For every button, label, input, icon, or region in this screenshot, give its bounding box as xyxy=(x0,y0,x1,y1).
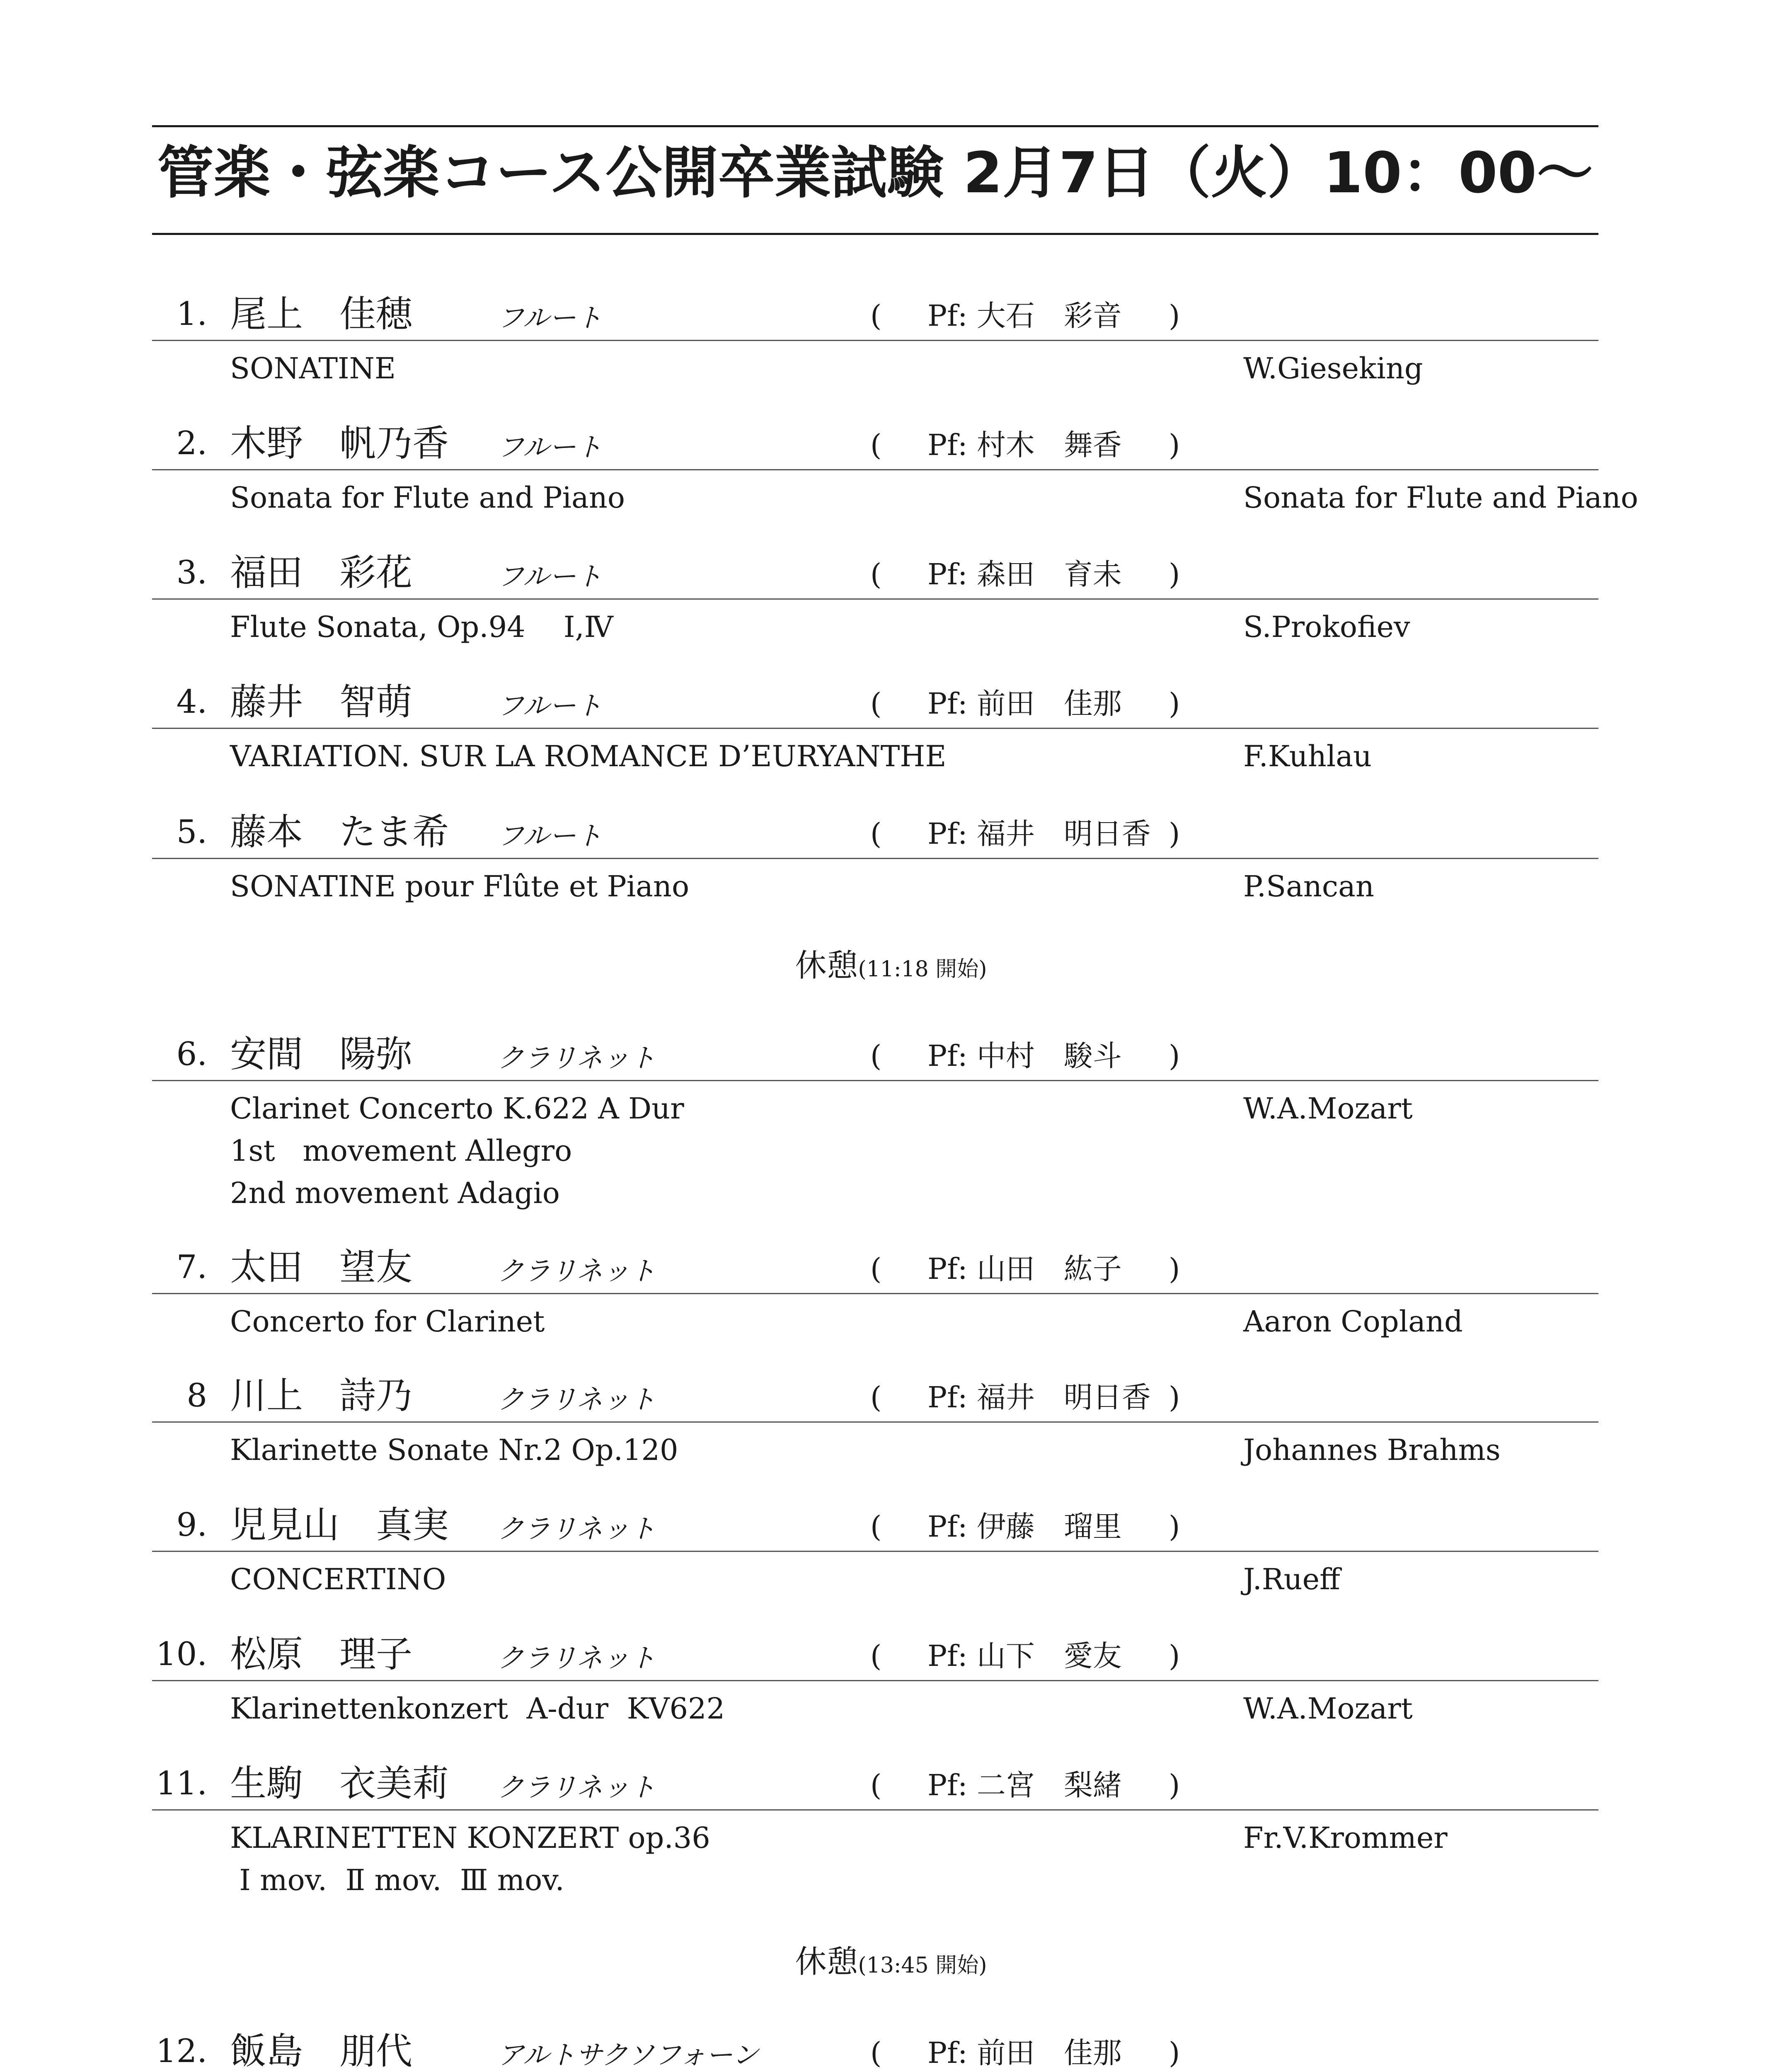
performer-name: 藤井 智萌 xyxy=(230,680,413,723)
performer-name: 川上 詩乃 xyxy=(230,1374,413,1417)
piece-list xyxy=(230,606,613,648)
entry-number: 7. xyxy=(176,1249,207,1286)
accompanist-label-name xyxy=(927,1251,1122,1287)
pianist-name: 山下 愛友 xyxy=(976,1639,1122,1673)
pf-label: Pf: xyxy=(927,428,968,462)
page-title: 管楽・弦楽コース公開卒業試験 2月7日（火）10：00～ xyxy=(157,140,1593,206)
piece-title: CONCERTINO xyxy=(230,1562,446,1596)
performer-name: 木野 帆乃香 xyxy=(230,422,449,465)
entry-rule xyxy=(152,728,1598,729)
pianist-name: 前田 佳那 xyxy=(976,2036,1122,2070)
piece-list xyxy=(230,1300,545,1343)
accompanist xyxy=(870,556,1180,593)
piece-title: SONATINE xyxy=(230,351,396,385)
piece-title: Klarinette Sonate Nr.2 Op.120 xyxy=(230,1433,678,1467)
accompanist-label-name xyxy=(927,1379,1151,1416)
paren-close: ) xyxy=(1169,817,1180,851)
accompanist-label-name xyxy=(927,298,1122,334)
paren-open: ( xyxy=(870,557,882,591)
piece-title: Sonata for Flute and Piano xyxy=(230,481,625,515)
paren-open: ( xyxy=(870,687,882,721)
accompanist xyxy=(870,685,1180,722)
composer-name: P.Sancan xyxy=(1243,869,1374,903)
pf-label: Pf: xyxy=(927,2036,968,2070)
pianist-name: 村木 舞香 xyxy=(976,428,1122,462)
instrument-name: クラリネット xyxy=(497,1385,656,1415)
piece-title: VARIATION. SUR LA ROMANCE D’EURYANTHE xyxy=(230,739,947,773)
entry-rule xyxy=(152,598,1598,600)
piece-list xyxy=(230,1087,684,1214)
performer-name: 児見山 真実 xyxy=(230,1503,449,1546)
paren-close: ) xyxy=(1169,557,1180,591)
performer-name: 福田 彩花 xyxy=(230,551,413,594)
paren-close: ) xyxy=(1169,2036,1180,2070)
pianist-name: 大石 彩音 xyxy=(976,299,1122,333)
piece-title: Ⅰ mov. Ⅱ mov. Ⅲ mov. xyxy=(230,1863,564,1897)
instrument-name: フルート xyxy=(497,691,603,721)
piece-title: SONATINE pour Flûte et Piano xyxy=(230,869,690,903)
instrument-name: フルート xyxy=(497,303,603,334)
entry-number: 3. xyxy=(176,554,207,591)
piece-list xyxy=(230,865,689,908)
pf-label: Pf: xyxy=(927,1380,968,1414)
performer-name: 太田 望友 xyxy=(230,1246,413,1288)
instrument-name: クラリネット xyxy=(497,1256,656,1287)
paren-open: ( xyxy=(870,1039,882,1073)
entry-rule xyxy=(152,340,1598,341)
pianist-name: 前田 佳那 xyxy=(976,687,1122,721)
piece-title: Clarinet Concerto K.622 A Dur xyxy=(230,1092,684,1126)
accompanist-label-name xyxy=(927,2035,1122,2071)
paren-open: ( xyxy=(870,2036,882,2070)
piece-list xyxy=(230,347,396,390)
entry-number: 1. xyxy=(176,295,207,333)
pianist-name: 福井 明日香 xyxy=(976,817,1151,851)
performer-name: 飯島 朋代 xyxy=(230,2030,413,2072)
entry-number: 2. xyxy=(176,425,207,462)
accompanist xyxy=(870,1638,1180,1674)
paren-open: ( xyxy=(870,299,882,333)
paren-close: ) xyxy=(1169,1252,1180,1286)
pf-label: Pf: xyxy=(927,817,968,851)
entry-rule xyxy=(152,1293,1598,1294)
accompanist xyxy=(870,1767,1180,1803)
paren-close: ) xyxy=(1169,1380,1180,1414)
instrument-name: フルート xyxy=(497,432,603,463)
composer-name: W.A.Mozart xyxy=(1243,1092,1413,1126)
accompanist xyxy=(870,298,1180,334)
paren-open: ( xyxy=(870,1639,882,1673)
entry-rule xyxy=(152,1680,1598,1681)
composer-name: J.Rueff xyxy=(1243,1562,1340,1596)
piece-title: KLARINETTEN KONZERT op.36 xyxy=(230,1821,710,1855)
paren-open: ( xyxy=(870,1510,882,1544)
accompanist xyxy=(870,1251,1180,1287)
composer-name: W.Gieseking xyxy=(1243,351,1423,385)
accompanist xyxy=(870,427,1180,463)
intermission-label: 休憩 xyxy=(795,1943,858,1980)
entry-rule xyxy=(152,1080,1598,1081)
pf-label: Pf: xyxy=(927,1039,968,1073)
pianist-name: 中村 駿斗 xyxy=(976,1039,1122,1073)
pf-label: Pf: xyxy=(927,1639,968,1673)
instrument-name: クラリネット xyxy=(497,1643,656,1674)
performer-name: 尾上 佳穂 xyxy=(230,293,413,335)
instrument-name: フルート xyxy=(497,562,603,592)
paren-open: ( xyxy=(870,428,882,462)
accompanist xyxy=(870,1508,1180,1545)
entry-number: 8 xyxy=(186,1377,207,1414)
performer-name: 安間 陽弥 xyxy=(230,1033,413,1075)
accompanist-label-name xyxy=(927,556,1122,593)
intermission-time: (11:18 開始) xyxy=(858,957,987,982)
accompanist-label-name xyxy=(927,1508,1122,1545)
piece-list xyxy=(230,477,625,519)
accompanist-label-name xyxy=(927,1767,1122,1803)
composer-name: S.Prokofiev xyxy=(1243,610,1410,644)
composer-name: Johannes Brahms xyxy=(1243,1433,1501,1467)
pianist-name: 二宮 梨緒 xyxy=(976,1768,1122,1802)
accompanist xyxy=(870,2035,1180,2071)
pianist-name: 山田 紘子 xyxy=(976,1252,1122,1286)
intermission-label: 休憩 xyxy=(795,947,858,984)
performer-name: 松原 理子 xyxy=(230,1633,413,1675)
entry-number: 5. xyxy=(176,813,207,851)
entry-number: 11. xyxy=(155,1765,207,1802)
entry-number: 4. xyxy=(176,683,207,721)
piece-list xyxy=(230,1817,710,1901)
instrument-name: クラリネット xyxy=(497,1772,656,1803)
performer-name: 藤本 たま希 xyxy=(230,811,449,853)
paren-close: ) xyxy=(1169,428,1180,462)
entry-rule xyxy=(152,1809,1598,1811)
composer-name: F.Kuhlau xyxy=(1243,739,1372,773)
entry-number: 6. xyxy=(176,1036,207,1073)
paren-close: ) xyxy=(1169,1510,1180,1544)
instrument-name: クラリネット xyxy=(497,1514,656,1544)
piece-list xyxy=(230,1687,725,1730)
pf-label: Pf: xyxy=(927,1510,968,1544)
pianist-name: 森田 育未 xyxy=(976,557,1122,591)
paren-close: ) xyxy=(1169,687,1180,721)
paren-close: ) xyxy=(1169,299,1180,333)
intermission-time: (13:45 開始) xyxy=(858,1953,987,1978)
piece-list xyxy=(230,1429,678,1471)
instrument-name: アルトサクソフォーン xyxy=(497,2040,759,2071)
accompanist-label-name xyxy=(927,685,1122,722)
entry-number: 10. xyxy=(155,1636,207,1673)
performer-name: 生駒 衣美莉 xyxy=(230,1762,449,1805)
pianist-name: 伊藤 瑠里 xyxy=(976,1510,1122,1544)
piece-title: 1st movement Allegro xyxy=(230,1134,572,1168)
accompanist xyxy=(870,816,1180,852)
paren-open: ( xyxy=(870,1380,882,1414)
instrument-name: フルート xyxy=(497,821,603,852)
pf-label: Pf: xyxy=(927,299,968,333)
piece-title: Klarinettenkonzert A-dur KV622 xyxy=(230,1692,725,1726)
paren-open: ( xyxy=(870,1768,882,1802)
pf-label: Pf: xyxy=(927,1252,968,1286)
instrument-name: クラリネット xyxy=(497,1043,656,1074)
accompanist-label-name xyxy=(927,1038,1122,1074)
piece-list xyxy=(230,735,947,777)
accompanist-label-name xyxy=(927,427,1122,463)
piece-list xyxy=(230,1558,446,1600)
paren-open: ( xyxy=(870,1252,882,1286)
pianist-name: 福井 明日香 xyxy=(976,1380,1151,1414)
accompanist-label-name xyxy=(927,816,1151,852)
paren-close: ) xyxy=(1169,1039,1180,1073)
piece-title: 2nd movement Adagio xyxy=(230,1176,560,1210)
entry-rule xyxy=(152,858,1598,859)
intermission-2 xyxy=(0,1942,1782,1985)
intermission-1 xyxy=(0,946,1782,989)
pf-label: Pf: xyxy=(927,557,968,591)
accompanist-label-name xyxy=(927,1638,1122,1674)
composer-name: Fr.V.Krommer xyxy=(1243,1821,1448,1855)
accompanist xyxy=(870,1038,1180,1074)
piece-title: Flute Sonata, Op.94 Ⅰ,Ⅳ xyxy=(230,610,613,644)
entry-number: 12. xyxy=(155,2033,207,2070)
entry-rule xyxy=(152,469,1598,470)
piece-title: Concerto for Clarinet xyxy=(230,1305,545,1339)
paren-open: ( xyxy=(870,817,882,851)
paren-close: ) xyxy=(1169,1768,1180,1802)
accompanist xyxy=(870,1379,1180,1416)
pf-label: Pf: xyxy=(927,1768,968,1802)
paren-close: ) xyxy=(1169,1639,1180,1673)
entry-rule xyxy=(152,1421,1598,1423)
composer-name: W.A.Mozart xyxy=(1243,1692,1413,1726)
pf-label: Pf: xyxy=(927,687,968,721)
entry-number: 9. xyxy=(176,1506,207,1544)
entry-rule xyxy=(152,1551,1598,1552)
composer-name: Aaron Copland xyxy=(1243,1305,1463,1339)
composer-name: Sonata for Flute and Piano xyxy=(1243,481,1638,515)
